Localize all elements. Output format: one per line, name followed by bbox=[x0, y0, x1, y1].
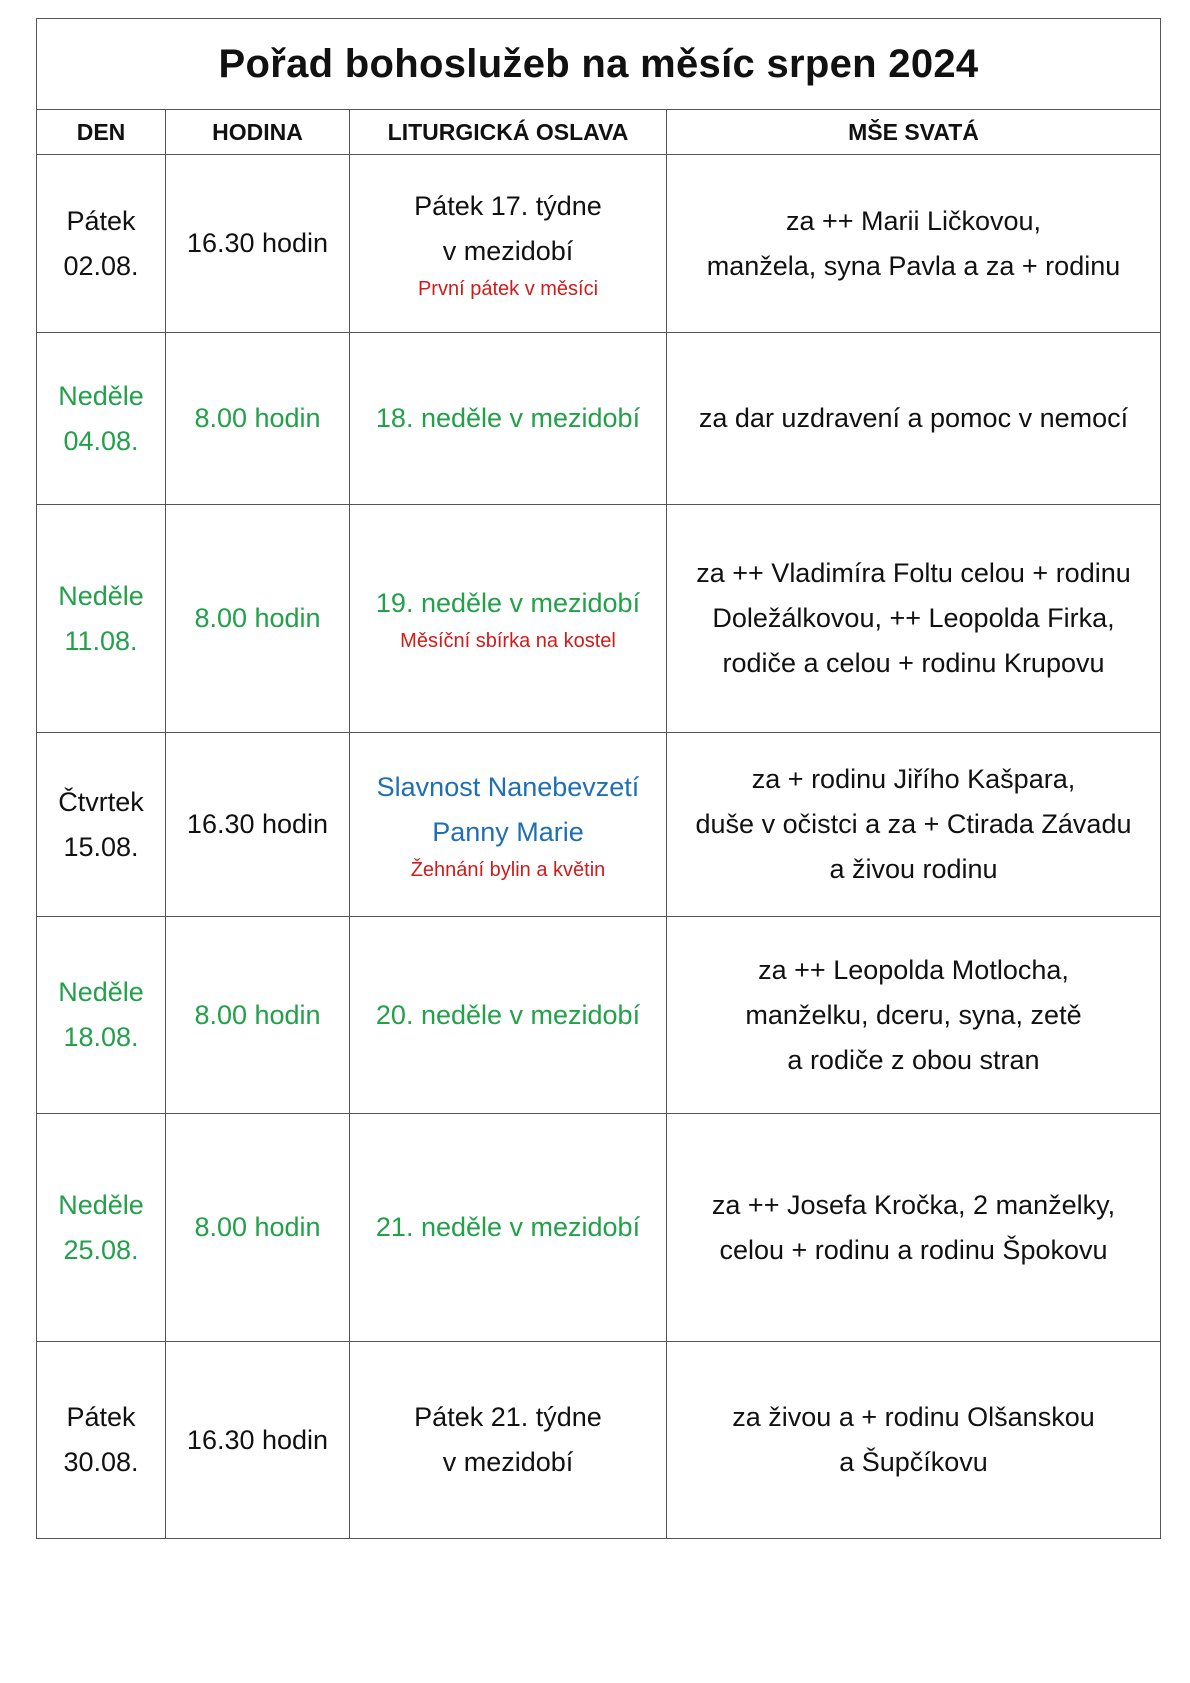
day-cell-line: 25.08. bbox=[63, 1234, 139, 1265]
celebration-cell-line: v mezidobí bbox=[442, 235, 574, 266]
celebration-cell-line: v mezidobí bbox=[442, 1447, 574, 1477]
time-cell bbox=[166, 155, 350, 333]
intention-cell-line: a Šupčíkovu bbox=[839, 1447, 988, 1477]
day-cell-line: Pátek bbox=[66, 1402, 136, 1432]
day-cell-line: 18.08. bbox=[63, 1022, 139, 1052]
schedule-row bbox=[37, 333, 1161, 505]
time-cell bbox=[166, 333, 350, 505]
day-cell-line: 04.08. bbox=[63, 425, 139, 456]
intention-cell bbox=[667, 917, 1161, 1114]
celebration-cell bbox=[350, 505, 667, 733]
intention-cell-line: za ++ Marii Ličkovou, bbox=[785, 205, 1042, 236]
celebration-cell-line: 21. neděle v mezidobí bbox=[375, 1212, 641, 1242]
day-cell-line: Neděle bbox=[58, 1189, 144, 1220]
intention-cell-line: rodiče a celou + rodinu Krupovu bbox=[722, 648, 1105, 678]
header-intention: MŠE SVATÁ bbox=[667, 110, 1161, 155]
intention-cell-line: celou + rodinu a rodinu Špokovu bbox=[719, 1234, 1108, 1265]
celebration-cell bbox=[350, 155, 667, 333]
celebration-cell-line: Panny Marie bbox=[432, 816, 584, 847]
time-value: 8.00 hodin bbox=[194, 999, 321, 1030]
celebration-note: Měsíční sbírka na kostel bbox=[400, 630, 616, 652]
page-title: Pořad bohoslužeb na měsíc srpen 2024 bbox=[37, 19, 1161, 110]
intention-cell-line: za ++ Vladimíra Foltu celou + rodinu bbox=[696, 558, 1131, 588]
time-cell bbox=[166, 733, 350, 917]
day-cell-line: Čtvrtek bbox=[58, 786, 144, 817]
intention-cell bbox=[667, 155, 1161, 333]
header-row bbox=[37, 110, 1161, 155]
time-value: 8.00 hodin bbox=[194, 403, 321, 433]
celebration-cell bbox=[350, 1342, 667, 1539]
intention-cell-line: za živou a + rodinu Olšanskou bbox=[732, 1402, 1095, 1432]
intention-cell-line: za dar uzdravení a pomoc v nemocí bbox=[698, 403, 1129, 433]
celebration-cell-line: Pátek 21. týdne bbox=[414, 1402, 602, 1432]
day-cell-line: 02.08. bbox=[63, 250, 139, 281]
day-cell-line: Neděle bbox=[58, 580, 144, 611]
time-value: 16.30 hodin bbox=[186, 228, 329, 258]
day-cell bbox=[37, 1342, 166, 1539]
intention-cell-line: manželku, dceru, syna, zetě bbox=[745, 999, 1082, 1030]
schedule-table bbox=[36, 18, 1161, 1539]
day-cell bbox=[37, 155, 166, 333]
intention-cell bbox=[667, 505, 1161, 733]
time-cell bbox=[166, 1342, 350, 1539]
header-day: DEN bbox=[37, 110, 166, 155]
header-celebration: LITURGICKÁ OSLAVA bbox=[350, 110, 667, 155]
day-cell bbox=[37, 917, 166, 1114]
celebration-cell-line: 19. neděle v mezidobí bbox=[375, 588, 641, 618]
intention-cell-line: manžela, syna Pavla a za + rodinu bbox=[706, 250, 1121, 281]
intention-cell-line: a rodiče z obou stran bbox=[787, 1044, 1040, 1075]
time-value: 16.30 hodin bbox=[186, 809, 329, 839]
celebration-note: Žehnání bylin a květin bbox=[410, 858, 606, 881]
celebration-cell bbox=[350, 1114, 667, 1342]
celebration-cell-line: Pátek 17. týdne bbox=[414, 190, 602, 221]
celebration-cell bbox=[350, 917, 667, 1114]
time-value: 8.00 hodin bbox=[194, 603, 321, 633]
day-cell-line: Pátek bbox=[66, 205, 136, 236]
intention-cell bbox=[667, 733, 1161, 917]
celebration-cell bbox=[350, 333, 667, 505]
intention-cell-line: za + rodinu Jiřího Kašpara, bbox=[751, 764, 1076, 794]
schedule-row bbox=[37, 733, 1161, 917]
intention-cell bbox=[667, 333, 1161, 505]
schedule-sheet bbox=[36, 18, 1160, 1539]
celebration-cell-line: Slavnost Nanebevzetí bbox=[376, 771, 640, 802]
schedule-row bbox=[37, 1342, 1161, 1539]
intention-cell bbox=[667, 1342, 1161, 1539]
schedule-rows bbox=[37, 155, 1161, 1539]
celebration-cell-line: 18. neděle v mezidobí bbox=[375, 403, 641, 433]
time-cell bbox=[166, 505, 350, 733]
day-cell bbox=[37, 1114, 166, 1342]
celebration-note: První pátek v měsíci bbox=[417, 277, 599, 300]
time-cell bbox=[166, 1114, 350, 1342]
day-cell-line: Neděle bbox=[58, 380, 144, 411]
day-cell bbox=[37, 333, 166, 505]
schedule-row bbox=[37, 917, 1161, 1114]
intention-cell-line: duše v očistci a za + Ctirada Závadu bbox=[695, 809, 1132, 839]
day-cell bbox=[37, 733, 166, 917]
intention-cell-line: za ++ Josefa Kročka, 2 manželky, bbox=[711, 1189, 1116, 1220]
time-cell bbox=[166, 917, 350, 1114]
day-cell-line: 11.08. bbox=[64, 625, 138, 656]
schedule-row bbox=[37, 1114, 1161, 1342]
day-cell-line: 15.08. bbox=[63, 831, 139, 862]
day-cell-line: Neděle bbox=[58, 977, 144, 1007]
schedule-row bbox=[37, 505, 1161, 733]
time-value: 8.00 hodin bbox=[194, 1212, 321, 1242]
time-value: 16.30 hodin bbox=[186, 1424, 329, 1455]
celebration-cell bbox=[350, 733, 667, 917]
intention-cell-line: za ++ Leopolda Motlocha, bbox=[758, 954, 1069, 985]
celebration-cell-line: 20. neděle v mezidobí bbox=[375, 999, 641, 1030]
header-time: HODINA bbox=[166, 110, 350, 155]
intention-cell bbox=[667, 1114, 1161, 1342]
day-cell bbox=[37, 505, 166, 733]
day-cell-line: 30.08. bbox=[63, 1447, 139, 1477]
schedule-row bbox=[37, 155, 1161, 333]
intention-cell-line: a živou rodinu bbox=[829, 854, 998, 884]
intention-cell-line: Doležálkovou, ++ Leopolda Firka, bbox=[712, 603, 1115, 633]
